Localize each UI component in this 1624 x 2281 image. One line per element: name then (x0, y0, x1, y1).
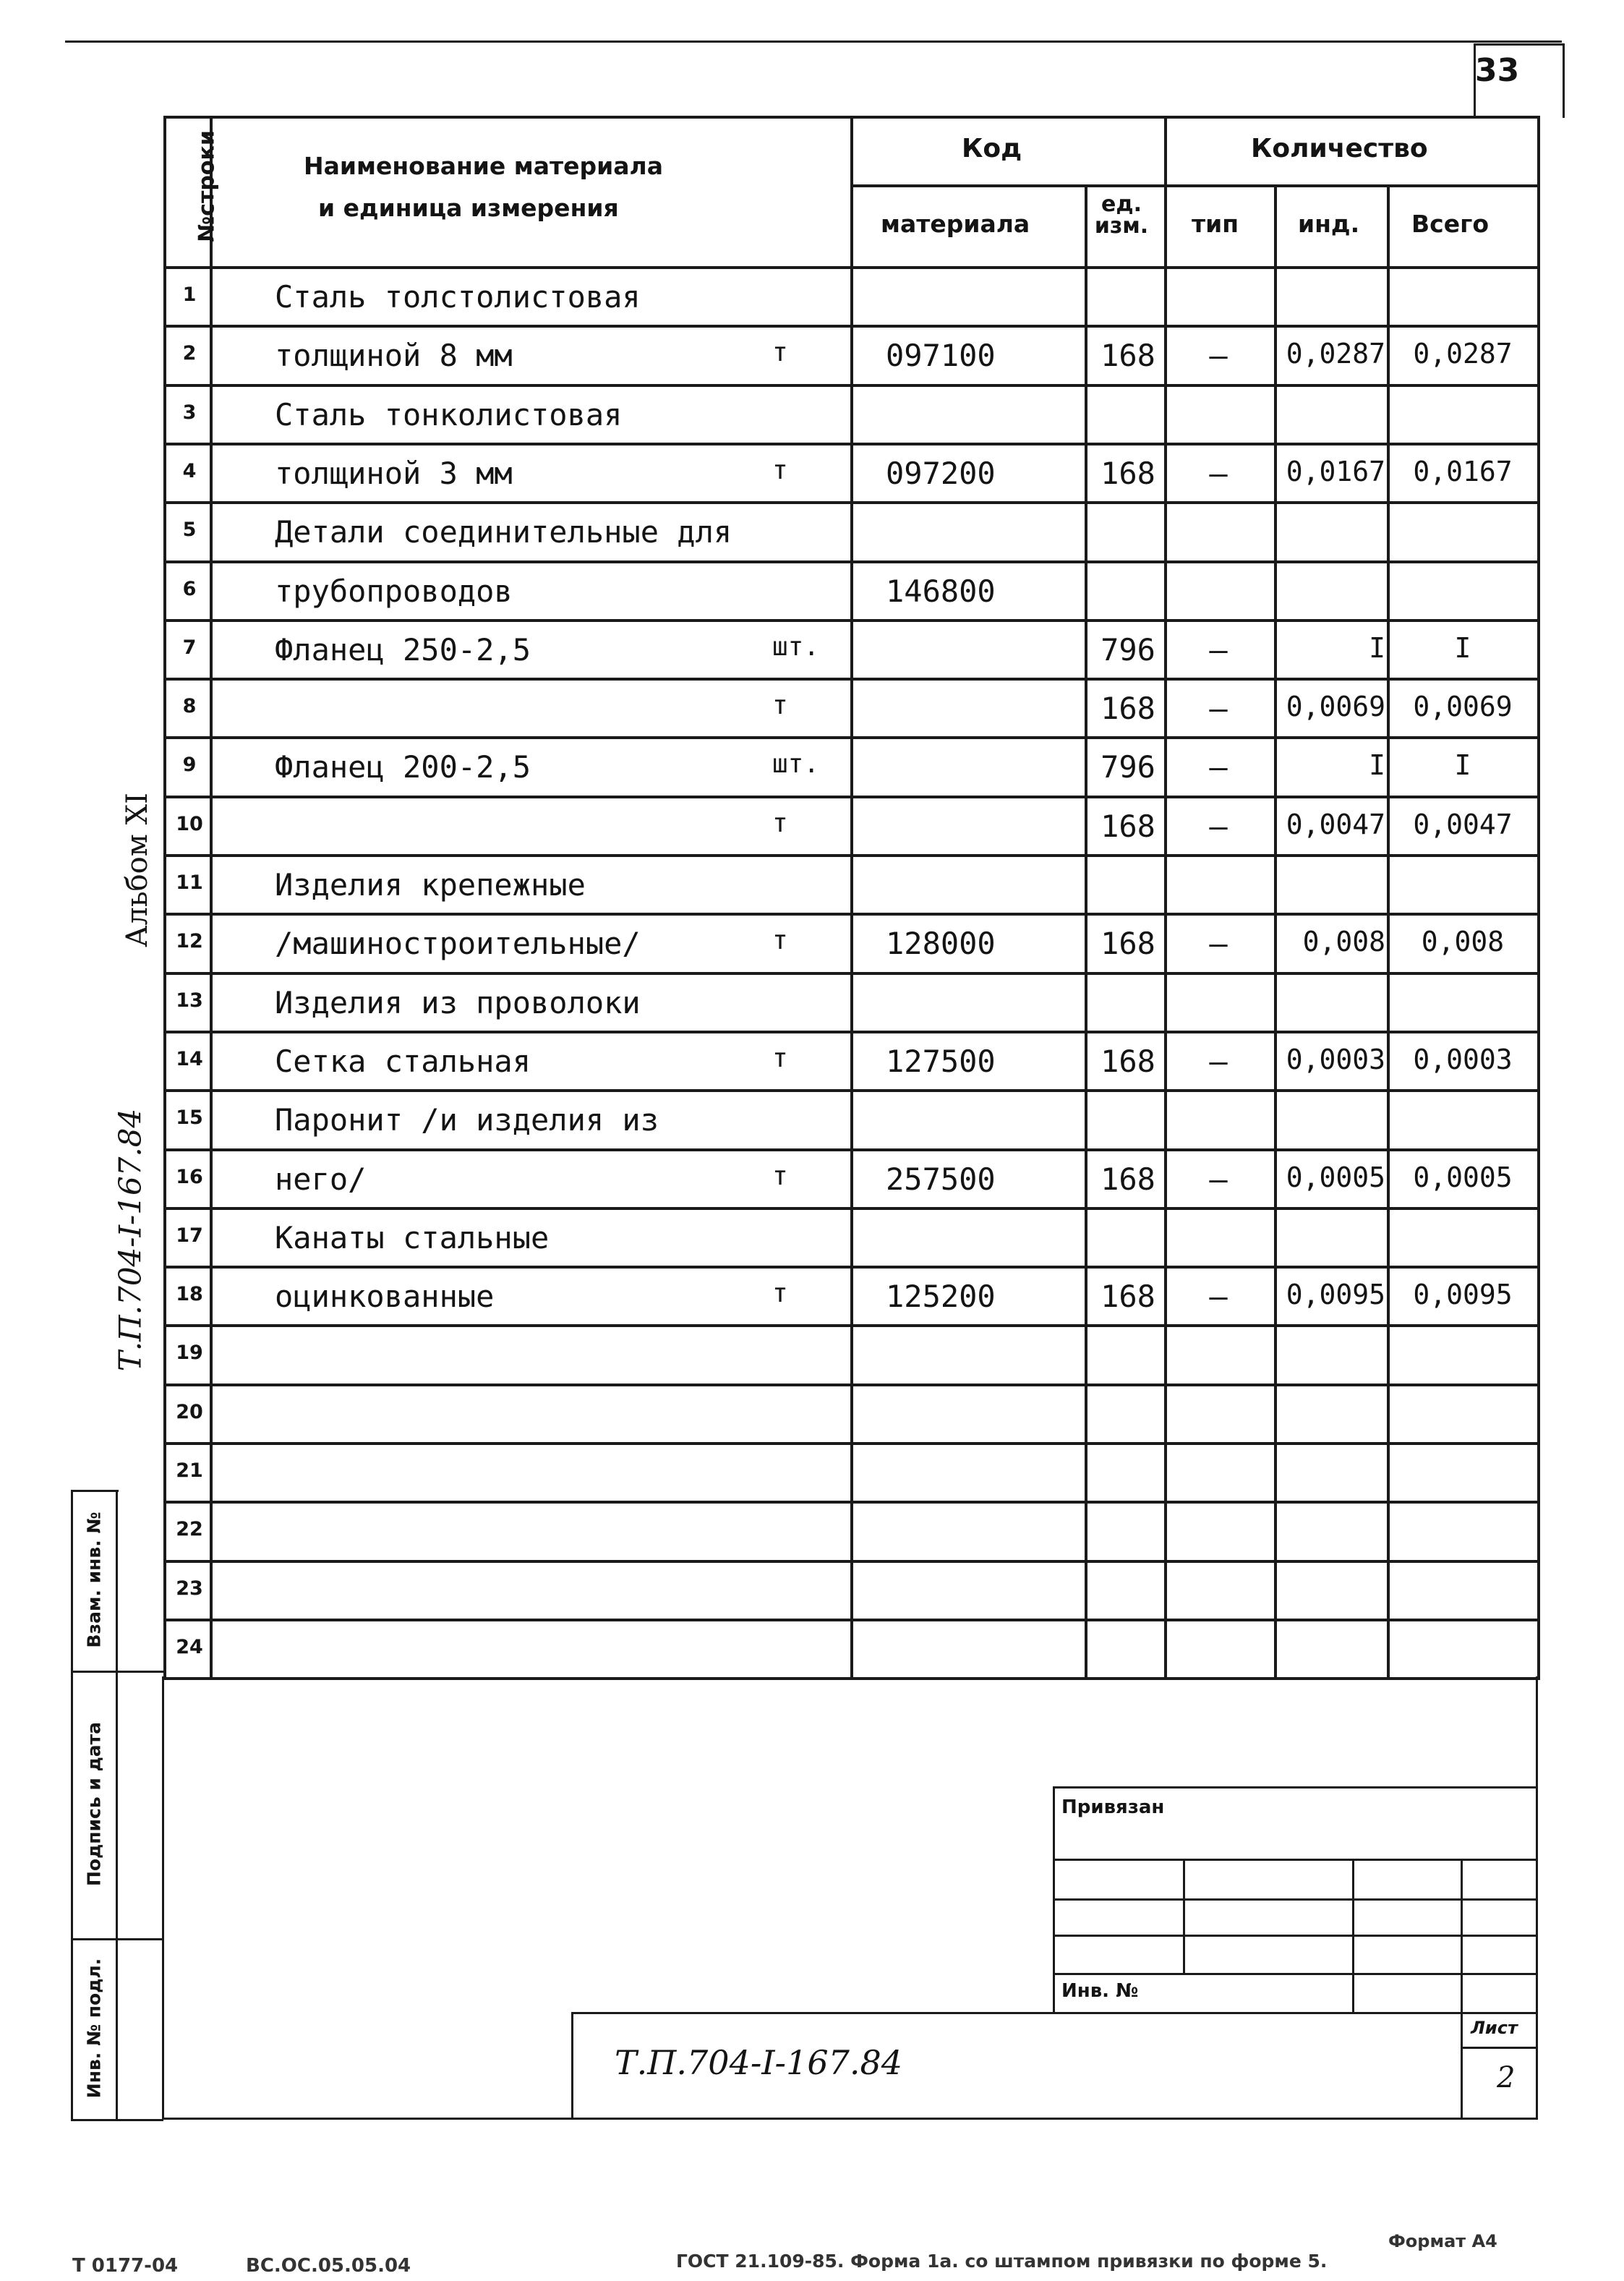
material-code: 125200 (886, 1279, 996, 1314)
qty-type: – (1209, 749, 1228, 785)
row-number: 23 (176, 1577, 203, 1600)
row-number: 7 (182, 636, 197, 659)
header-rows-no: №строки (194, 130, 220, 242)
row-number: 9 (182, 754, 197, 776)
stamp-grid-line-2 (1053, 1898, 1537, 1901)
row-number: 4 (182, 460, 197, 482)
title-block-sheet-line (1461, 2047, 1537, 2049)
qty-total: I (1454, 749, 1471, 781)
qty-ind: 0,0047 (1286, 809, 1385, 840)
row-number: 21 (176, 1459, 203, 1482)
unit-code: 796 (1101, 632, 1155, 668)
unit-text: т (772, 456, 788, 485)
material-name: Канаты стальные (275, 1220, 550, 1255)
col-divider-type (1274, 184, 1277, 1677)
material-name: Детали соединительные для (275, 514, 732, 550)
row-divider (163, 678, 1537, 681)
unit-text: т (772, 1161, 788, 1191)
qty-ind: 0,0005 (1286, 1161, 1385, 1193)
podpis-label: Подпись и дата (83, 1721, 105, 1887)
row-number: 22 (176, 1518, 203, 1540)
title-block-top (571, 2012, 1537, 2014)
row-number: 14 (176, 1048, 203, 1070)
row-number: 13 (176, 989, 203, 1012)
lower-frame-bottom (162, 2118, 1538, 2120)
row-divider (163, 1501, 1537, 1504)
material-code: 257500 (886, 1161, 996, 1197)
table-border-bottom (163, 1677, 1540, 1680)
row-number: 11 (176, 871, 203, 894)
row-number: 17 (176, 1224, 203, 1247)
unit-text: шт. (772, 632, 820, 662)
unit-code: 168 (1101, 1161, 1155, 1197)
side-col-right (116, 1490, 118, 2119)
row-divider (163, 972, 1537, 975)
stamp-inv-no: Инв. № (1061, 1980, 1139, 2002)
side-line-1 (71, 1671, 163, 1673)
unit-text: т (772, 338, 788, 367)
qty-ind: 0,0003 (1286, 1044, 1385, 1075)
row-divider (163, 1560, 1537, 1563)
row-divider (163, 325, 1537, 328)
unit-code: 168 (1101, 1044, 1155, 1079)
row-divider (163, 854, 1537, 857)
qty-type: – (1209, 691, 1228, 726)
doc-code-side: Т.П.704-I-167.84 (112, 1108, 148, 1372)
stamp-grid-line-4 (1053, 1973, 1537, 1975)
material-name: трубопроводов (275, 574, 513, 609)
material-name: Сетка стальная (275, 1044, 531, 1079)
row-number: 24 (176, 1636, 203, 1658)
stamp-grid-line-3 (1053, 1935, 1537, 1937)
header-type: тип (1192, 210, 1239, 238)
table-border-right (1537, 116, 1540, 1677)
material-code: 146800 (886, 574, 996, 609)
qty-total: 0,008 (1421, 926, 1505, 958)
title-block-left (571, 2012, 573, 2119)
row-number: 8 (182, 695, 197, 717)
col-divider-code (1085, 184, 1087, 1677)
row-divider (163, 913, 1537, 916)
unit-code: 168 (1101, 809, 1155, 844)
row-divider (163, 443, 1537, 445)
stamp-grid-col-1 (1183, 1859, 1185, 1973)
unit-code: 168 (1101, 926, 1155, 961)
qty-ind: 0,008 (1302, 926, 1385, 958)
header-name-line2: и единица измерения (318, 194, 619, 222)
side-bottom-line (71, 2119, 163, 2121)
qty-type: – (1209, 1161, 1228, 1197)
material-name: /машиностроительные/ (275, 926, 641, 961)
row-divider (163, 1442, 1537, 1445)
row-number: 16 (176, 1166, 203, 1188)
qty-total: 0,0069 (1413, 691, 1513, 722)
qty-total: 0,0167 (1413, 456, 1513, 487)
qty-total: 0,0095 (1413, 1279, 1513, 1310)
stamp-top (1053, 1786, 1537, 1788)
row-divider (163, 560, 1537, 563)
top-frame-line (65, 40, 1562, 43)
unit-text: т (772, 691, 788, 720)
unit-text: т (772, 1044, 788, 1073)
title-block-sheet-number: 2 (1497, 2061, 1516, 2094)
material-name: Сталь толстолистовая (275, 279, 641, 315)
qty-ind: 0,0287 (1286, 338, 1385, 370)
qty-ind: I (1369, 749, 1385, 781)
qty-type: – (1209, 809, 1228, 844)
unit-code: 168 (1101, 691, 1155, 726)
material-name: толщиной 3 мм (275, 456, 513, 491)
qty-total: I (1454, 632, 1471, 664)
row-number: 6 (182, 578, 197, 600)
row-divider (163, 1324, 1537, 1327)
qty-type: – (1209, 456, 1228, 491)
unit-code: 168 (1101, 456, 1155, 491)
header-code: Код (962, 134, 1022, 163)
title-block-sheet-col (1461, 2012, 1463, 2119)
row-number: 20 (176, 1401, 203, 1423)
row-divider (163, 1383, 1537, 1386)
row-number: 19 (176, 1342, 203, 1364)
row-divider (163, 384, 1537, 387)
stamp-grid-col-3 (1461, 1859, 1463, 2014)
side-line-2 (71, 1938, 163, 1940)
footer-gost: ГОСТ 21.109-85. Форма 1а. со штампом привязки по форме 5. (676, 2251, 1328, 2272)
lower-frame-right (1536, 1676, 1538, 2119)
qty-total: 0,0003 (1413, 1044, 1513, 1075)
unit-text: шт. (772, 749, 820, 779)
unit-text: т (772, 926, 788, 955)
qty-ind: 0,0167 (1286, 456, 1385, 487)
material-name: Изделия крепежные (275, 867, 586, 903)
side-col-left (71, 1490, 73, 2119)
material-code: 128000 (886, 926, 996, 961)
qty-total: 0,0047 (1413, 809, 1513, 840)
row-number: 3 (182, 401, 197, 424)
row-divider (163, 796, 1537, 798)
header-bottom-line (163, 266, 1537, 269)
side-top-line (71, 1490, 119, 1492)
footer-left-code: Т 0177-04 (72, 2255, 179, 2277)
material-code: 097200 (886, 456, 996, 491)
page-number: 33 (1475, 52, 1520, 89)
qty-ind: 0,0095 (1286, 1279, 1385, 1310)
qty-type: – (1209, 1279, 1228, 1314)
header-sub-line (850, 184, 1537, 187)
material-name: Сталь тонколистовая (275, 397, 623, 432)
qty-type: – (1209, 926, 1228, 961)
stamp-grid-col-2 (1352, 1859, 1354, 2014)
row-divider (163, 1266, 1537, 1269)
qty-total: 0,0287 (1413, 338, 1513, 370)
material-code: 127500 (886, 1044, 996, 1079)
lower-frame-left (162, 1676, 164, 2119)
header-total: Всего (1411, 210, 1490, 238)
row-number: 12 (176, 930, 203, 952)
header-ind: инд. (1298, 210, 1360, 238)
row-divider (163, 1619, 1537, 1621)
row-number: 2 (182, 342, 197, 364)
stamp-privyazan: Привязан (1061, 1796, 1165, 1818)
stamp-grid-line-1 (1053, 1859, 1537, 1861)
unit-code: 168 (1101, 338, 1155, 373)
qty-type: – (1209, 338, 1228, 373)
title-block-sheet-label: Лист (1471, 2018, 1518, 2038)
row-number: 1 (182, 283, 197, 306)
footer-format: Формат А4 (1388, 2231, 1497, 2251)
material-name: Фланец 250-2,5 (275, 632, 531, 668)
qty-type: – (1209, 1044, 1228, 1079)
col-divider-ind (1387, 184, 1390, 1677)
vzam-label: Взам. инв. № (83, 1512, 105, 1648)
row-divider (163, 1031, 1537, 1033)
album-label: Альбом XI (121, 793, 154, 947)
unit-code: 796 (1101, 749, 1155, 785)
unit-code: 168 (1101, 1279, 1155, 1314)
row-divider (163, 736, 1537, 739)
inv-podl-label: Инв. № подл. (83, 1958, 105, 2099)
header-unit: ед. изм. (1094, 192, 1149, 239)
header-name-line1: Наименование материала (304, 152, 663, 180)
material-name: толщиной 8 мм (275, 338, 513, 373)
qty-ind: I (1369, 632, 1385, 664)
row-divider (163, 619, 1537, 622)
material-name: Фланец 200-2,5 (275, 749, 531, 785)
row-divider (163, 1207, 1537, 1210)
footer-left-code2: ВС.ОС.05.05.04 (246, 2255, 411, 2277)
row-divider (163, 501, 1537, 504)
material-name: Паронит /и изделия из (275, 1102, 659, 1138)
row-divider (163, 1148, 1537, 1151)
header-material: материала (881, 210, 1030, 238)
qty-ind: 0,0069 (1286, 691, 1385, 722)
material-code: 097100 (886, 338, 996, 373)
row-number: 5 (182, 519, 197, 541)
header-quantity: Количество (1251, 134, 1428, 163)
material-name: Изделия из проволоки (275, 985, 641, 1020)
material-name: оцинкованные (275, 1279, 495, 1314)
unit-text: т (772, 1279, 788, 1308)
row-number: 15 (176, 1107, 203, 1129)
row-number: 18 (176, 1283, 203, 1305)
unit-text: т (772, 809, 788, 838)
qty-type: – (1209, 632, 1228, 668)
title-block-code: Т.П.704-I-167.84 (615, 2043, 903, 2082)
material-name: него/ (275, 1161, 367, 1197)
row-number: 10 (176, 813, 203, 835)
row-divider (163, 1089, 1537, 1092)
qty-total: 0,0005 (1413, 1161, 1513, 1193)
